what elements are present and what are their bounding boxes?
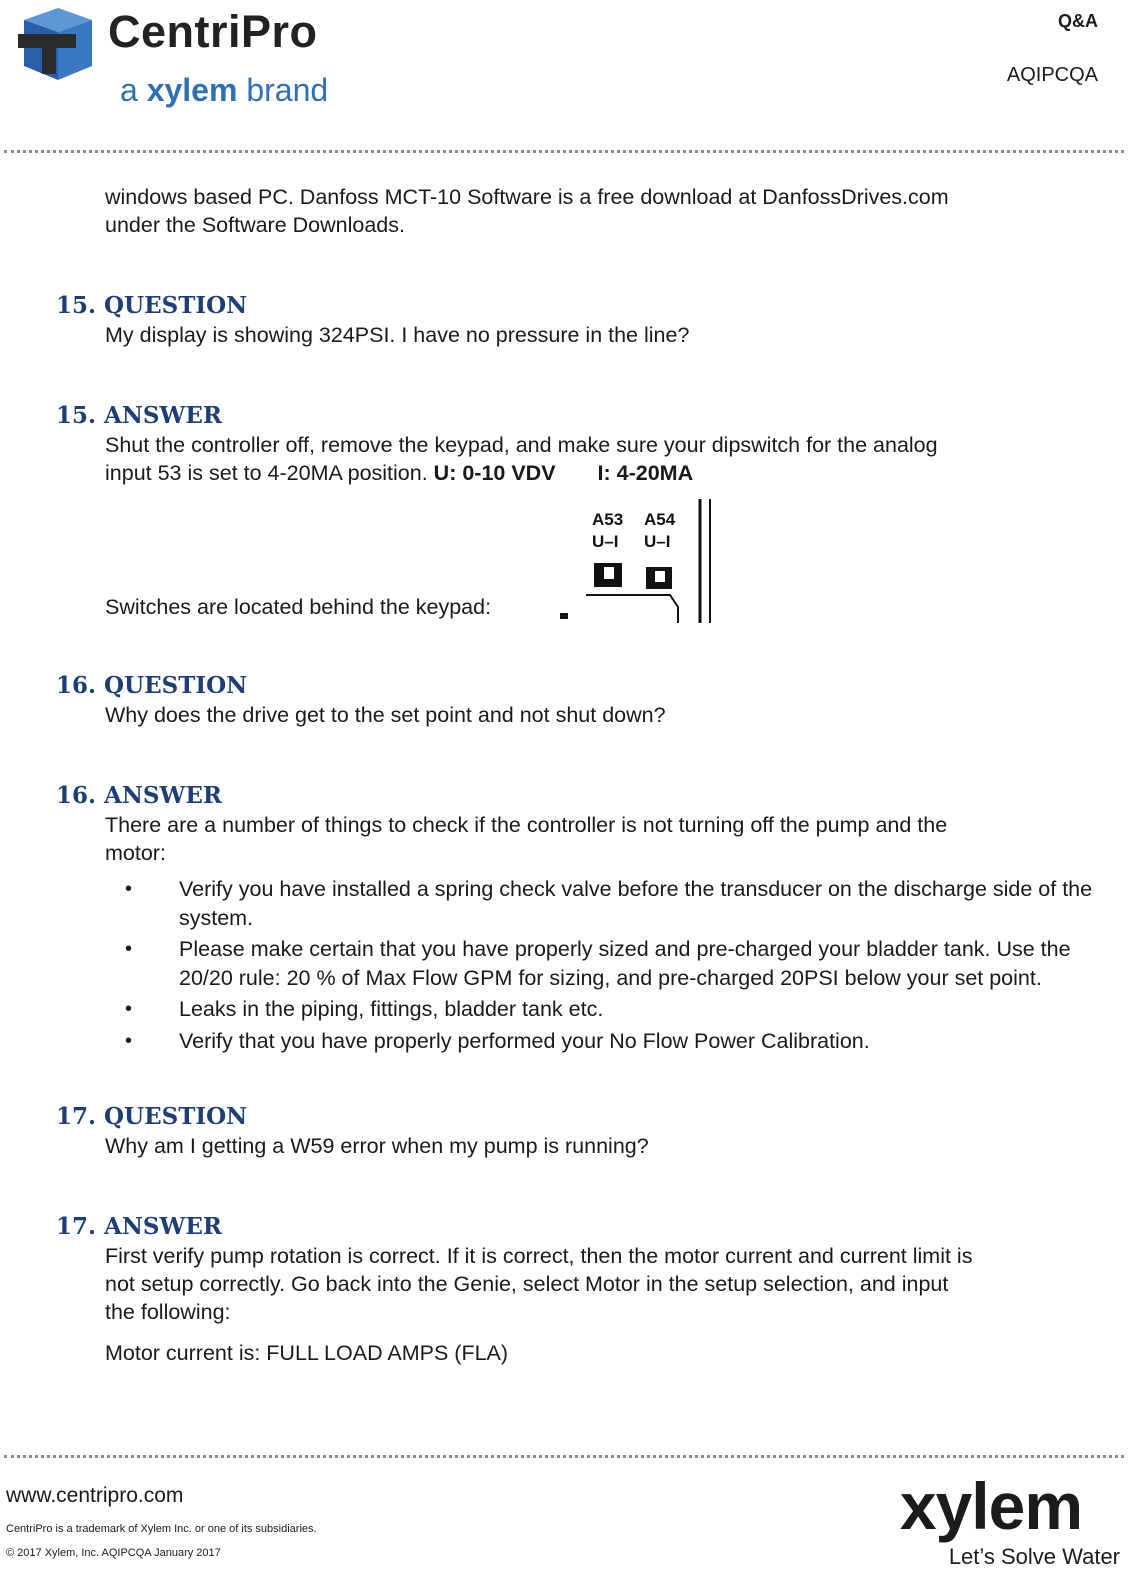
list-item: • Leaks in the piping, fittings, bladder tank etc.: [105, 995, 1124, 1024]
switch-a54-ui-label: U–I: [644, 532, 671, 551]
q15-question-text: My display is showing 324PSI. I have no pressure in the line?: [105, 323, 690, 347]
footer-divider: [4, 1455, 1124, 1458]
xylem-logo: xylem: [899, 1469, 1082, 1543]
q15-question-heading: 15. QUESTION: [56, 292, 248, 319]
list-item: • Please make certain that you have properly sized and pre-charged your bladder tank. Use the 20/20 rule: 20 % of Max Flow GPM for sizing, and pre-charged 20PSI below your set point.: [105, 935, 1124, 992]
list-item: • Verify that you have properly performed your No Flow Power Calibration.: [105, 1027, 1124, 1056]
q17-question-heading: 17. QUESTION: [56, 1103, 248, 1130]
q17-answer-text: First verify pump rotation is correct. If it is correct, then the motor current and current limit is not setup correctly. Go back into the Genie, select Motor in the setup selection, and input the following:: [105, 1244, 973, 1324]
brand-name: CentriPro: [108, 6, 318, 57]
switch-location-label: Switches are located behind the keypad:: [105, 595, 492, 619]
list-item: • Verify you have installed a spring check valve before the transducer on the discharge side of the system.: [105, 875, 1124, 932]
q17-question-text: Why am I getting a W59 error when my pump is running?: [105, 1134, 649, 1158]
document-type: Q&A: [1058, 11, 1098, 31]
switch-a54-label: A54: [644, 510, 676, 529]
document-code: AQIPCQA: [1006, 64, 1098, 86]
setting-u: U: 0-10 VDV: [433, 461, 556, 485]
q15-answer-text: Shut the controller off, remove the keypad, and make sure your dipswitch for the analog input 53 is set to 4-20MA position. U: 0-10 VDV I: 4-20MA: [105, 433, 938, 485]
q16-answer-text: There are a number of things to check if the controller is not turning off the pump and the motor:: [105, 813, 948, 865]
intro-paragraph: windows based PC. Danfoss MCT-10 Software is a free download at DanfossDrives.com under the Software Downloads.: [105, 185, 949, 237]
header-divider: [4, 150, 1124, 153]
switch-a53-label: A53: [592, 510, 624, 529]
q16-answer-heading: 16. ANSWER: [56, 782, 222, 809]
main-content: [56, 183, 1124, 1367]
centripro-cube-logo-icon: [14, 6, 96, 82]
q15-answer-heading: 15. ANSWER: [56, 402, 222, 429]
footer-trademark: CentriPro is a trademark of Xylem Inc. or one of its subsidiaries.: [6, 1523, 317, 1535]
footer-copyright: © 2017 Xylem, Inc. AQIPCQA January 2017: [6, 1547, 221, 1559]
q16-question-text: Why does the drive get to the set point and not shut down?: [105, 703, 666, 727]
switch-a53-ui-label: U–I: [592, 532, 619, 551]
xylem-tagline: Let’s Solve Water: [948, 1544, 1120, 1569]
q16-question-heading: 16. QUESTION: [56, 672, 248, 699]
q16-checklist: [105, 875, 1124, 1055]
q17-motor-current: Motor current is: FULL LOAD AMPS (FLA): [105, 1341, 509, 1365]
setting-i: I: 4-20MA: [597, 461, 694, 485]
q17-answer-heading: 17. ANSWER: [56, 1213, 222, 1240]
brand-subtitle: a xylem brand: [120, 72, 329, 108]
switch-location: [105, 487, 1124, 625]
footer-website-link[interactable]: www.centripro.com: [6, 1484, 184, 1507]
dipswitch-diagram: [560, 495, 722, 623]
